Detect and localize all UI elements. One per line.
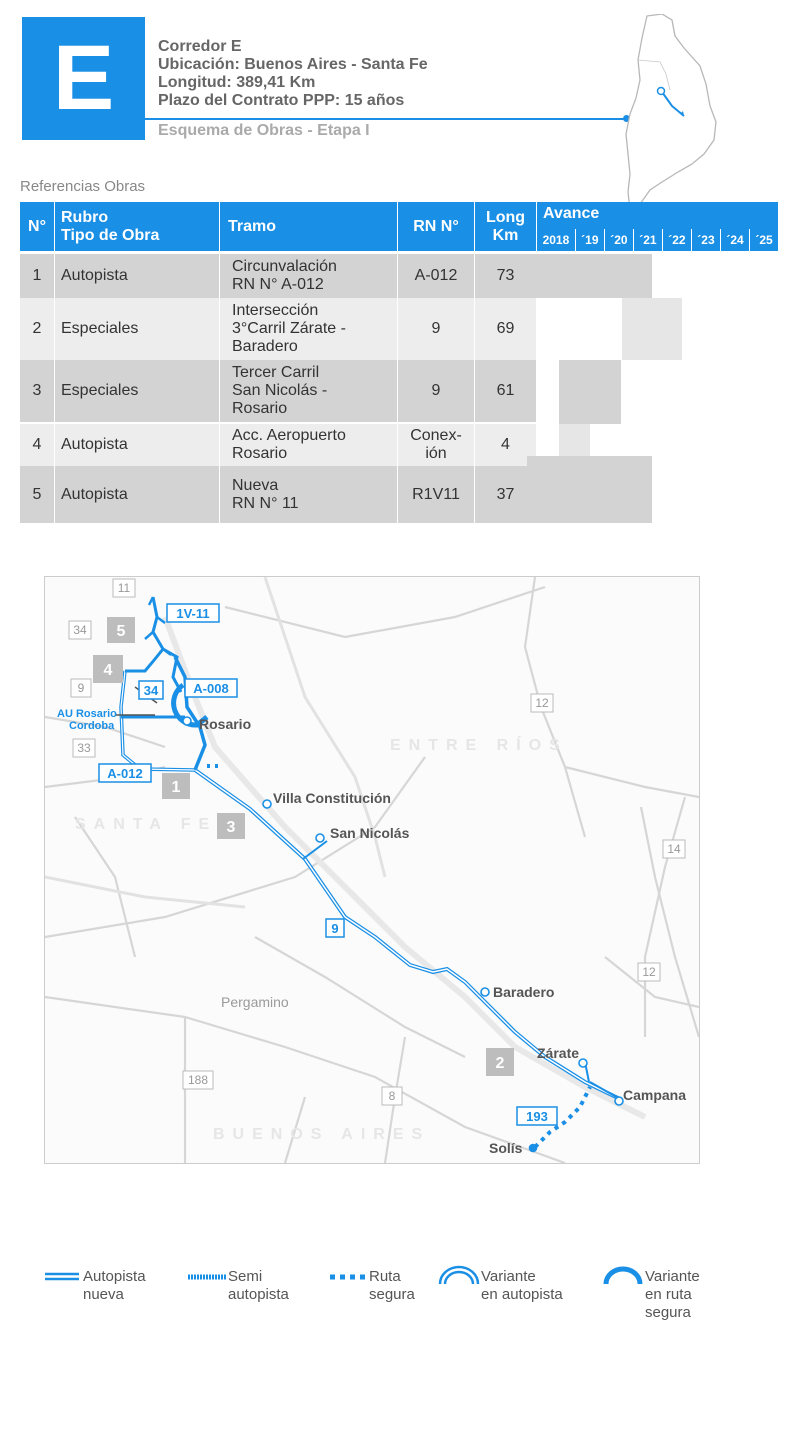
shield-11	[113, 579, 135, 597]
city-rosario: Rosario	[199, 716, 252, 732]
shield-text: A-012	[107, 766, 143, 781]
city-dot-baradero	[481, 988, 489, 996]
row-rn	[398, 254, 475, 298]
tramo-line: RN N° 11	[232, 494, 299, 512]
contract-term: Plazo del Contrato PPP: 15 años	[158, 92, 405, 109]
row-long: 73	[475, 254, 537, 298]
tramo-line: 3°Carril Zárate -	[232, 320, 346, 337]
tramo-line: Rosario	[232, 445, 288, 462]
table-row	[20, 360, 537, 422]
row-tramo	[220, 298, 398, 360]
table-header	[20, 202, 778, 251]
shield-a012	[99, 764, 151, 782]
work-marker-1	[162, 773, 190, 799]
table-row	[20, 254, 537, 298]
work-marker-3	[217, 813, 245, 839]
city-dot-rosario	[183, 717, 191, 725]
row-num: 4	[20, 424, 55, 466]
corridor-map	[44, 576, 700, 1164]
label-au-rosario: AU Rosario	[57, 708, 117, 720]
tramo-line: Nueva	[232, 476, 279, 494]
argentina-locator-map	[600, 14, 730, 224]
shield-text: 193	[526, 1109, 548, 1124]
city-dot-zarate	[579, 1059, 587, 1067]
marker-text: 5	[116, 623, 126, 640]
rn-line: R1V11	[412, 485, 460, 503]
city-dot-campana	[615, 1097, 623, 1105]
row-num: 2	[20, 298, 55, 360]
legend-label: Ruta	[369, 1268, 401, 1285]
city-villa-constitucion: Villa Constitución	[273, 790, 391, 806]
marker-text: 2	[495, 1055, 505, 1072]
header-rn: RN N°	[398, 202, 475, 251]
row-rn	[398, 466, 475, 523]
rn-line: Conex-	[410, 427, 462, 444]
year-6: ´24	[720, 229, 749, 251]
shield-text: 34	[73, 623, 87, 637]
shield-text: 8	[388, 1089, 396, 1103]
shield-9	[71, 679, 91, 697]
divider-dot-left	[137, 115, 144, 122]
city-san-nicolas: San Nicolás	[330, 825, 410, 841]
row-tramo	[220, 360, 398, 422]
city-dot-solis	[530, 1145, 537, 1152]
shield-a008	[185, 679, 237, 697]
legend-label: en ruta	[645, 1286, 692, 1303]
shield-text: 12	[535, 696, 549, 710]
tramo-line: Intersección	[232, 302, 319, 319]
semi-line-icon	[188, 1270, 228, 1284]
city-zarate: Zárate	[537, 1045, 580, 1061]
header-divider	[140, 118, 628, 120]
rn-line: 9	[431, 320, 441, 337]
row-rubro: Autopista	[55, 466, 220, 523]
map-svg	[45, 577, 699, 1163]
shield-text: 34	[143, 683, 159, 698]
city-pergamino: Pergamino	[221, 994, 289, 1010]
row-tramo	[220, 466, 398, 523]
year-1: ´19	[575, 229, 604, 251]
double-line-icon	[45, 1270, 81, 1284]
gantt-bar-1	[527, 254, 652, 298]
shield-33	[73, 739, 95, 757]
rn-line: A-012	[414, 267, 458, 284]
city-labels	[199, 716, 686, 1156]
table-row	[20, 466, 537, 523]
work-marker-4	[93, 655, 123, 683]
work-marker-2	[486, 1048, 514, 1076]
shield-text: A-008	[193, 681, 229, 696]
tramo-line: RN N° A-012	[232, 276, 324, 293]
shield-1v11	[167, 604, 219, 622]
shield-34	[69, 621, 91, 639]
row-num: 3	[20, 360, 55, 422]
rn-line: 9	[431, 382, 441, 399]
shield-text: 9	[331, 921, 339, 936]
header-long	[475, 202, 537, 251]
marker-text: 3	[226, 819, 236, 836]
marker-text: 4	[103, 662, 113, 679]
row-rubro: Autopista	[55, 424, 220, 466]
corridor-location: Ubicación: Buenos Aires - Santa Fe	[158, 56, 428, 73]
gantt-bar-2	[622, 298, 682, 360]
corridor-title: Corredor E	[158, 38, 242, 55]
year-2: ´20	[604, 229, 633, 251]
dotted-line-icon	[329, 1270, 369, 1284]
map-legend	[45, 1268, 765, 1348]
row-rn	[398, 360, 475, 422]
gantt-bar-5	[527, 456, 652, 523]
tramo-line: Baradero	[232, 338, 298, 355]
year-3: ´21	[633, 229, 662, 251]
shield-text: 33	[77, 741, 91, 755]
legend-label: autopista	[228, 1286, 289, 1303]
city-solis: Solís	[489, 1140, 523, 1156]
gantt-bar-4	[559, 424, 590, 456]
legend-label: segura	[369, 1286, 415, 1303]
row-long: 61	[475, 360, 537, 422]
shield-text: 188	[187, 1073, 209, 1087]
tramo-line: Acc. Aeropuerto	[232, 427, 346, 444]
row-rubro: Especiales	[55, 298, 220, 360]
work-marker-5	[107, 617, 135, 643]
city-dot-villa-constitucion	[263, 800, 271, 808]
province-entre-rios: ENTRE RÍOS	[390, 737, 568, 754]
shield-14	[663, 840, 685, 858]
corridor-length: Longitud: 389,41 Km	[158, 74, 316, 91]
shield-text: 9	[77, 681, 85, 695]
shield-8	[382, 1087, 402, 1105]
row-long: 37	[475, 466, 537, 523]
table-row	[20, 298, 537, 360]
header-years	[537, 229, 778, 251]
year-0: 2018	[542, 233, 570, 247]
grey-roads	[45, 577, 699, 1163]
header-num: N°	[20, 202, 55, 251]
header-rubro-line1: Rubro	[61, 208, 109, 226]
legend-label: nueva	[83, 1286, 124, 1303]
shield-12-south	[638, 963, 660, 981]
header-long-line1: Long	[485, 208, 526, 226]
row-rn	[398, 298, 475, 360]
row-num: 1	[20, 254, 55, 298]
row-tramo	[220, 254, 398, 298]
shield-text: 11	[117, 581, 131, 595]
tramo-line: Tercer Carril	[232, 364, 320, 381]
row-rubro: Autopista	[55, 254, 220, 298]
row-rn	[398, 424, 475, 466]
year-7: ´25	[749, 229, 778, 251]
shield-188	[183, 1071, 213, 1089]
province-santa-fe: SANTA FE	[75, 816, 218, 833]
row-rubro: Especiales	[55, 360, 220, 422]
tramo-line: Circunvalación	[232, 258, 337, 275]
row-long: 4	[475, 424, 537, 466]
row-long: 69	[475, 298, 537, 360]
shield-text: 12	[642, 965, 656, 979]
header-avance: Avance	[543, 205, 600, 222]
row-tramo	[220, 424, 398, 466]
shield-193	[517, 1107, 557, 1125]
shield-text: 14	[667, 842, 681, 856]
gantt-bar-3	[559, 360, 621, 424]
header-info	[158, 38, 428, 110]
city-baradero: Baradero	[493, 984, 555, 1000]
city-campana: Campana	[623, 1087, 687, 1103]
shield-12-north	[531, 694, 553, 712]
works-scheme-subtitle: Esquema de Obras - Etapa I	[158, 122, 370, 139]
legend-label: Variante	[645, 1268, 700, 1285]
arc-thick-icon	[601, 1264, 645, 1286]
header-rubro	[55, 202, 220, 251]
corridor-letter: E	[22, 17, 145, 140]
arc-double-icon	[437, 1264, 481, 1286]
blue-shields	[99, 604, 557, 1125]
shield-text: 1V-11	[176, 606, 210, 621]
header-tramo: Tramo	[220, 202, 398, 251]
rn-line: ión	[425, 445, 447, 462]
tramo-line: Rosario	[232, 400, 288, 417]
city-dot-san-nicolas	[316, 834, 324, 842]
year-4: ´22	[662, 229, 691, 251]
table-row	[20, 424, 537, 466]
legend-label: Semi	[228, 1268, 263, 1285]
label-cordoba: Cordoba	[69, 720, 115, 732]
shield-9-blue	[326, 919, 344, 937]
legend-label: Variante	[481, 1268, 536, 1285]
marker-text: 1	[171, 779, 181, 796]
header-rubro-line2: Tipo de Obra	[61, 226, 160, 244]
legend-label: Autopista	[83, 1268, 146, 1285]
year-5: ´23	[691, 229, 720, 251]
legend-label: en autopista	[481, 1286, 563, 1303]
province-buenos-aires: BUENOS AIRES	[213, 1126, 431, 1143]
legend-label: segura	[645, 1304, 691, 1321]
tramo-line: San Nicolás -	[232, 382, 328, 399]
row-num: 5	[20, 466, 55, 523]
references-title: Referencias Obras	[20, 178, 146, 195]
header-long-line2: Km	[492, 226, 519, 244]
shield-34-blue	[139, 681, 163, 699]
